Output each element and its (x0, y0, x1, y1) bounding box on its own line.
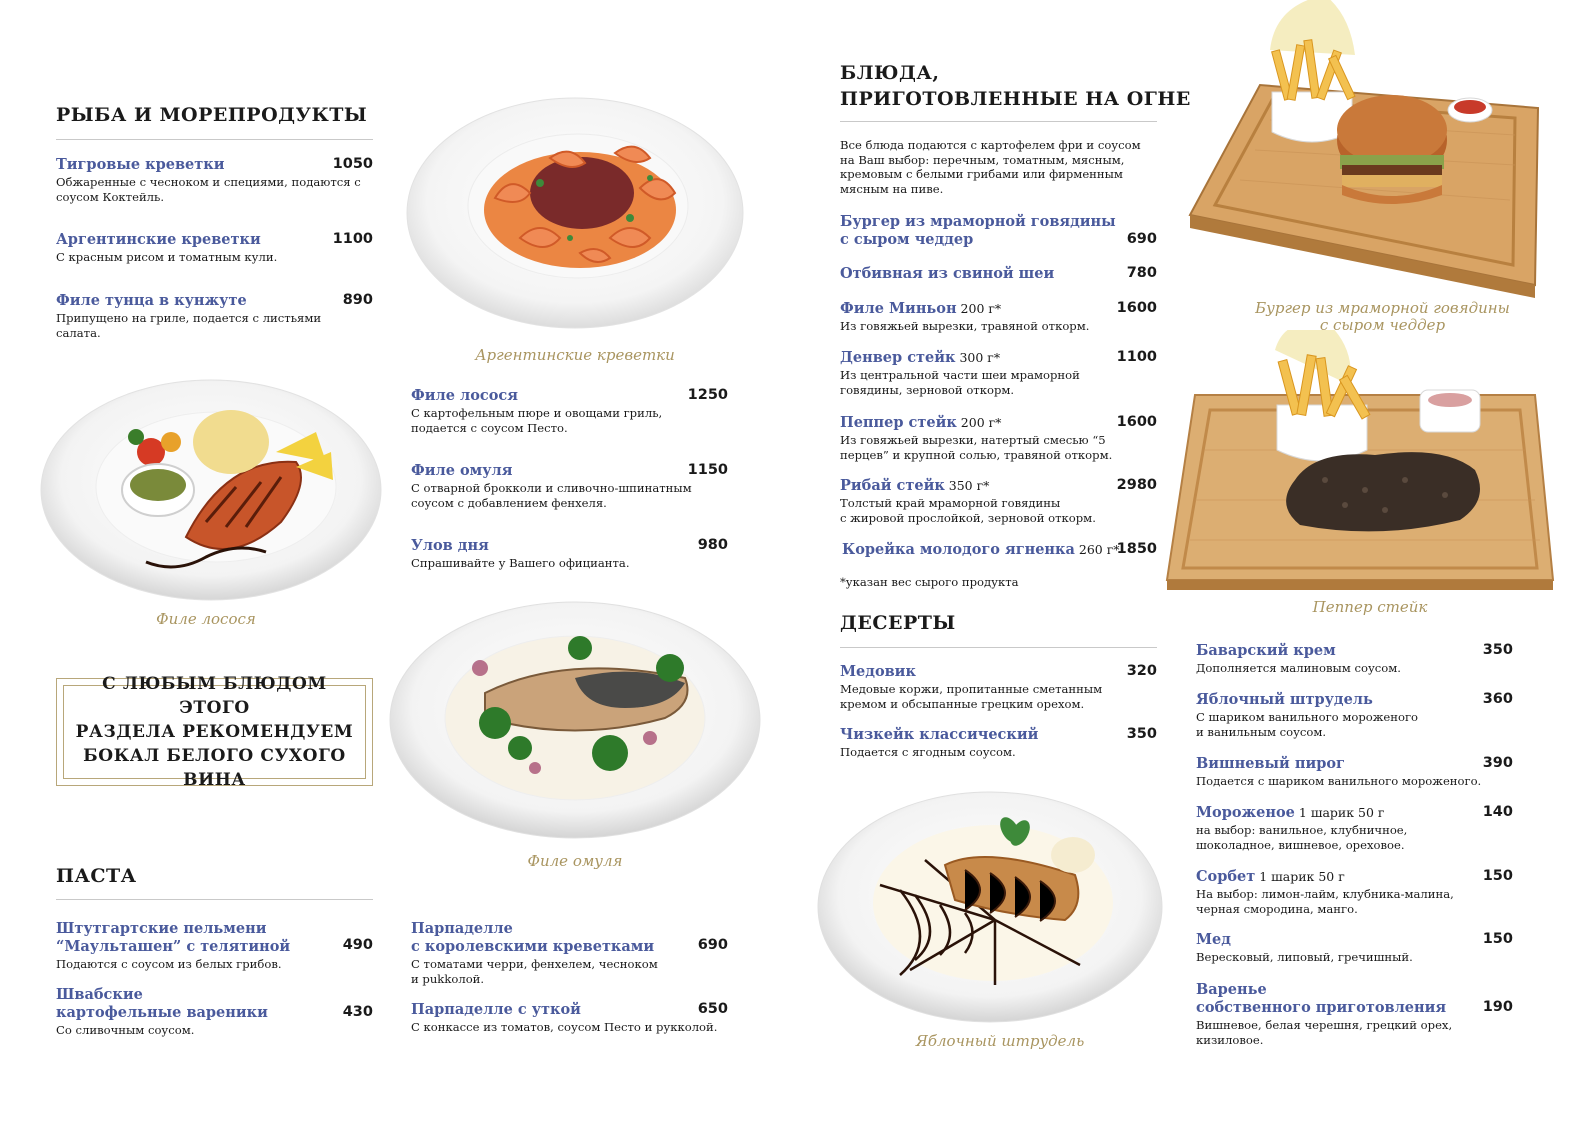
item-name: Варенье собственного приготовления (1196, 981, 1447, 1016)
item-price: 390 (1482, 755, 1513, 771)
section-title-fish: РЫБА И МОРЕПРОДУКТЫ (56, 104, 368, 126)
menu-item (840, 414, 1157, 462)
menu-item (56, 292, 373, 340)
item-price: 150 (1482, 931, 1513, 947)
item-price: 140 (1482, 804, 1513, 820)
item-name: Парпаделле с уткой (411, 1001, 581, 1018)
item-name: Швабские картофельные вареники (56, 986, 268, 1021)
menu-item (840, 265, 1157, 283)
item-name: Филе омуля (411, 462, 513, 479)
item-description: Из центральной части шеи мраморной говядины, зерновой откорм. (840, 368, 1080, 397)
item-name: Яблочный штрудель (1196, 691, 1373, 708)
item-description: С отварной брокколи и сливочно-шпинатным соусом с добавлением фенхеля. (411, 481, 692, 510)
item-price: 780 (1126, 265, 1157, 281)
menu-item (840, 726, 1157, 760)
item-name: Пеппер стейк (840, 414, 957, 431)
item-price: 980 (697, 537, 728, 553)
menu-item (1196, 755, 1513, 789)
item-description: Подается с ягодным соусом. (840, 745, 1016, 759)
photo-caption: Аргентинские креветки (475, 346, 675, 364)
item-price: 320 (1126, 663, 1157, 679)
menu-item (56, 986, 373, 1038)
menu-item (840, 349, 1157, 397)
section-title-grill: БЛЮДА, ПРИГОТОВЛЕННЫЕ НА ОГНЕ (840, 62, 1191, 110)
item-price: 1050 (332, 156, 373, 172)
item-name: Отбивная из свиной шеи (840, 265, 1055, 282)
item-name: Парпаделле с королевскими креветками (411, 920, 655, 955)
item-price: 1850 (1116, 541, 1157, 557)
photo-caption: Яблочный штрудель (915, 1032, 1085, 1050)
section-divider (56, 139, 373, 140)
item-price: 1600 (1116, 300, 1157, 316)
menu-item (56, 920, 373, 972)
item-name: Мед (1196, 931, 1231, 948)
item-description: Обжаренные с чесноком и специями, подаются с соусом Коктейль. (56, 175, 361, 204)
menu-item (411, 462, 728, 510)
section-divider (840, 647, 1157, 648)
item-price: 650 (697, 1001, 728, 1017)
item-weight: 200 г* (956, 301, 1002, 316)
item-weight: 260 г* (1074, 542, 1120, 557)
item-description: Медовые коржи, пропитанные сметанным кремом и обсыпанные грецким орехом. (840, 682, 1103, 711)
item-name: Денвер стейк (840, 349, 956, 366)
item-name: Сорбет (1196, 868, 1256, 885)
section-title-pasta: ПАСТА (56, 865, 137, 887)
item-name: Тигровые креветки (56, 156, 225, 173)
grill-intro: Все блюда подаются с картофелем фри и соусом на Ваш выбор: перечным, томатным, мясным, кремовым с белыми грибами или фирменным мясным на пиве. (840, 138, 1141, 196)
item-description: Дополняется малиновым соусом. (1196, 661, 1401, 675)
item-description: Подаются с соусом из белых грибов. (56, 957, 282, 971)
item-name: Филе Миньон (840, 300, 957, 317)
menu-item (411, 920, 728, 986)
photo-caption: Филе омуля (527, 852, 623, 870)
menu-item (411, 387, 728, 435)
item-price: 1100 (332, 231, 373, 247)
item-price: 430 (342, 1004, 373, 1020)
photo-caption: Бургер из мраморной говядины с сыром чеддер (1255, 299, 1510, 334)
item-price: 690 (1126, 231, 1157, 247)
item-price: 360 (1482, 691, 1513, 707)
item-description: Из говяжьей вырезки, натертый смесью “5 перцев” и крупной солью, травяной откорм. (840, 433, 1113, 462)
item-weight: 350 г* (944, 478, 990, 493)
item-name: Штутгартские пельмени “Маульташен” с телятиной (56, 920, 291, 955)
item-price: 1100 (1116, 349, 1157, 365)
item-price: 1150 (687, 462, 728, 478)
item-name: Улов дня (411, 537, 489, 554)
item-price: 490 (342, 937, 373, 953)
item-weight: 1 шарик 50 г (1294, 805, 1385, 820)
item-description: Вишневое, белая черешня, грецкий орех, кизиловое. (1196, 1018, 1453, 1047)
wine-recommendation-box (56, 674, 373, 790)
item-price: 690 (697, 937, 728, 953)
item-description: С красным рисом и томатным кули. (56, 250, 278, 264)
item-price: 150 (1482, 868, 1513, 884)
menu-item (840, 663, 1157, 711)
item-description: Из говяжьей вырезки, травяной откорм. (840, 319, 1090, 333)
item-weight: 300 г* (955, 350, 1001, 365)
item-price: 1250 (687, 387, 728, 403)
item-price: 2980 (1116, 477, 1157, 493)
item-name: Аргентинские креветки (56, 231, 261, 248)
menu-item (411, 1001, 728, 1035)
weight-footnote: *указан вес сырого продукта (840, 575, 1019, 589)
menu-item (840, 213, 1157, 249)
menu-item (842, 541, 1157, 559)
item-weight: 1 шарик 50 г (1255, 869, 1345, 884)
item-description: С картофельным пюре и овощами гриль, подается с соусом Песто. (411, 406, 663, 435)
menu-item (1196, 691, 1513, 739)
shrimp-plate-photo (400, 88, 750, 338)
menu-item (411, 537, 728, 571)
item-description: Припущено на гриле, подается с листьями салата. (56, 311, 322, 340)
menu-item (1196, 642, 1513, 676)
photo-caption: Пеппер стейк (1312, 598, 1428, 616)
item-price: 890 (342, 292, 373, 308)
salmon-plate-photo (36, 372, 386, 607)
section-divider (56, 899, 373, 900)
item-description: Со сливочным соусом. (56, 1023, 195, 1037)
item-name: Филе тунца в кунжуте (56, 292, 247, 309)
item-description: С шариком ванильного мороженого и ванильным соусом. (1196, 710, 1419, 739)
omul-plate-photo (385, 598, 765, 843)
menu-item (56, 231, 373, 265)
item-description: на выбор: ванильное, клубничное, шоколадное, вишневое, ореховое. (1196, 823, 1408, 852)
item-name: Рибай стейк (840, 477, 945, 494)
item-name: Филе лосося (411, 387, 518, 404)
item-description: С томатами черри, фенхелем, чесноком и рukkолой. (411, 957, 658, 986)
menu-item (840, 477, 1157, 525)
item-description: Вересковый, липовый, гречишный. (1196, 950, 1413, 964)
item-description: С конкассе из томатов, соусом Песто и рукколой. (411, 1020, 718, 1034)
menu-item (840, 300, 1157, 334)
item-name: Бургер из мраморной говядины с сыром чеддер (840, 213, 1116, 248)
item-weight: 200 г* (956, 415, 1002, 430)
section-title-desserts: ДЕСЕРТЫ (840, 612, 956, 634)
menu-item (56, 156, 373, 204)
item-name: Корейка молодого ягненка (842, 541, 1075, 558)
item-name: Вишневый пирог (1196, 755, 1345, 772)
photo-caption: Филе лосося (156, 610, 256, 628)
menu-item (1196, 981, 1513, 1047)
section-divider (840, 121, 1157, 122)
menu-item (1196, 931, 1513, 965)
wine-recommendation-text: С ЛЮБЫМ БЛЮДОМ ЭТОГО РАЗДЕЛА РЕКОМЕНДУЕМ БОКАЛ БЕЛОГО СУХОГО ВИНА (75, 674, 354, 790)
item-description: Спрашивайте у Вашего официанта. (411, 556, 630, 570)
menu-item (1196, 804, 1513, 852)
item-description: На выбор: лимон-лайм, клубника-малина, черная смородина, манго. (1196, 887, 1454, 916)
item-price: 190 (1482, 999, 1513, 1015)
strudel-plate-photo (815, 785, 1165, 1025)
menu-item (1196, 868, 1513, 916)
item-price: 350 (1482, 642, 1513, 658)
item-description: Толстый край мраморной говядины с жировой прослойкой, зерновой откорм. (840, 496, 1096, 525)
item-name: Медовик (840, 663, 916, 680)
item-description: Подается с шариком ванильного мороженого. (1196, 774, 1482, 788)
item-name: Мороженое (1196, 804, 1295, 821)
steak-board-photo (1165, 330, 1555, 592)
burger-board-photo (1180, 0, 1550, 300)
item-price: 1600 (1116, 414, 1157, 430)
item-name: Баварский крем (1196, 642, 1336, 659)
item-price: 350 (1126, 726, 1157, 742)
item-name: Чизкейк классический (840, 726, 1039, 743)
